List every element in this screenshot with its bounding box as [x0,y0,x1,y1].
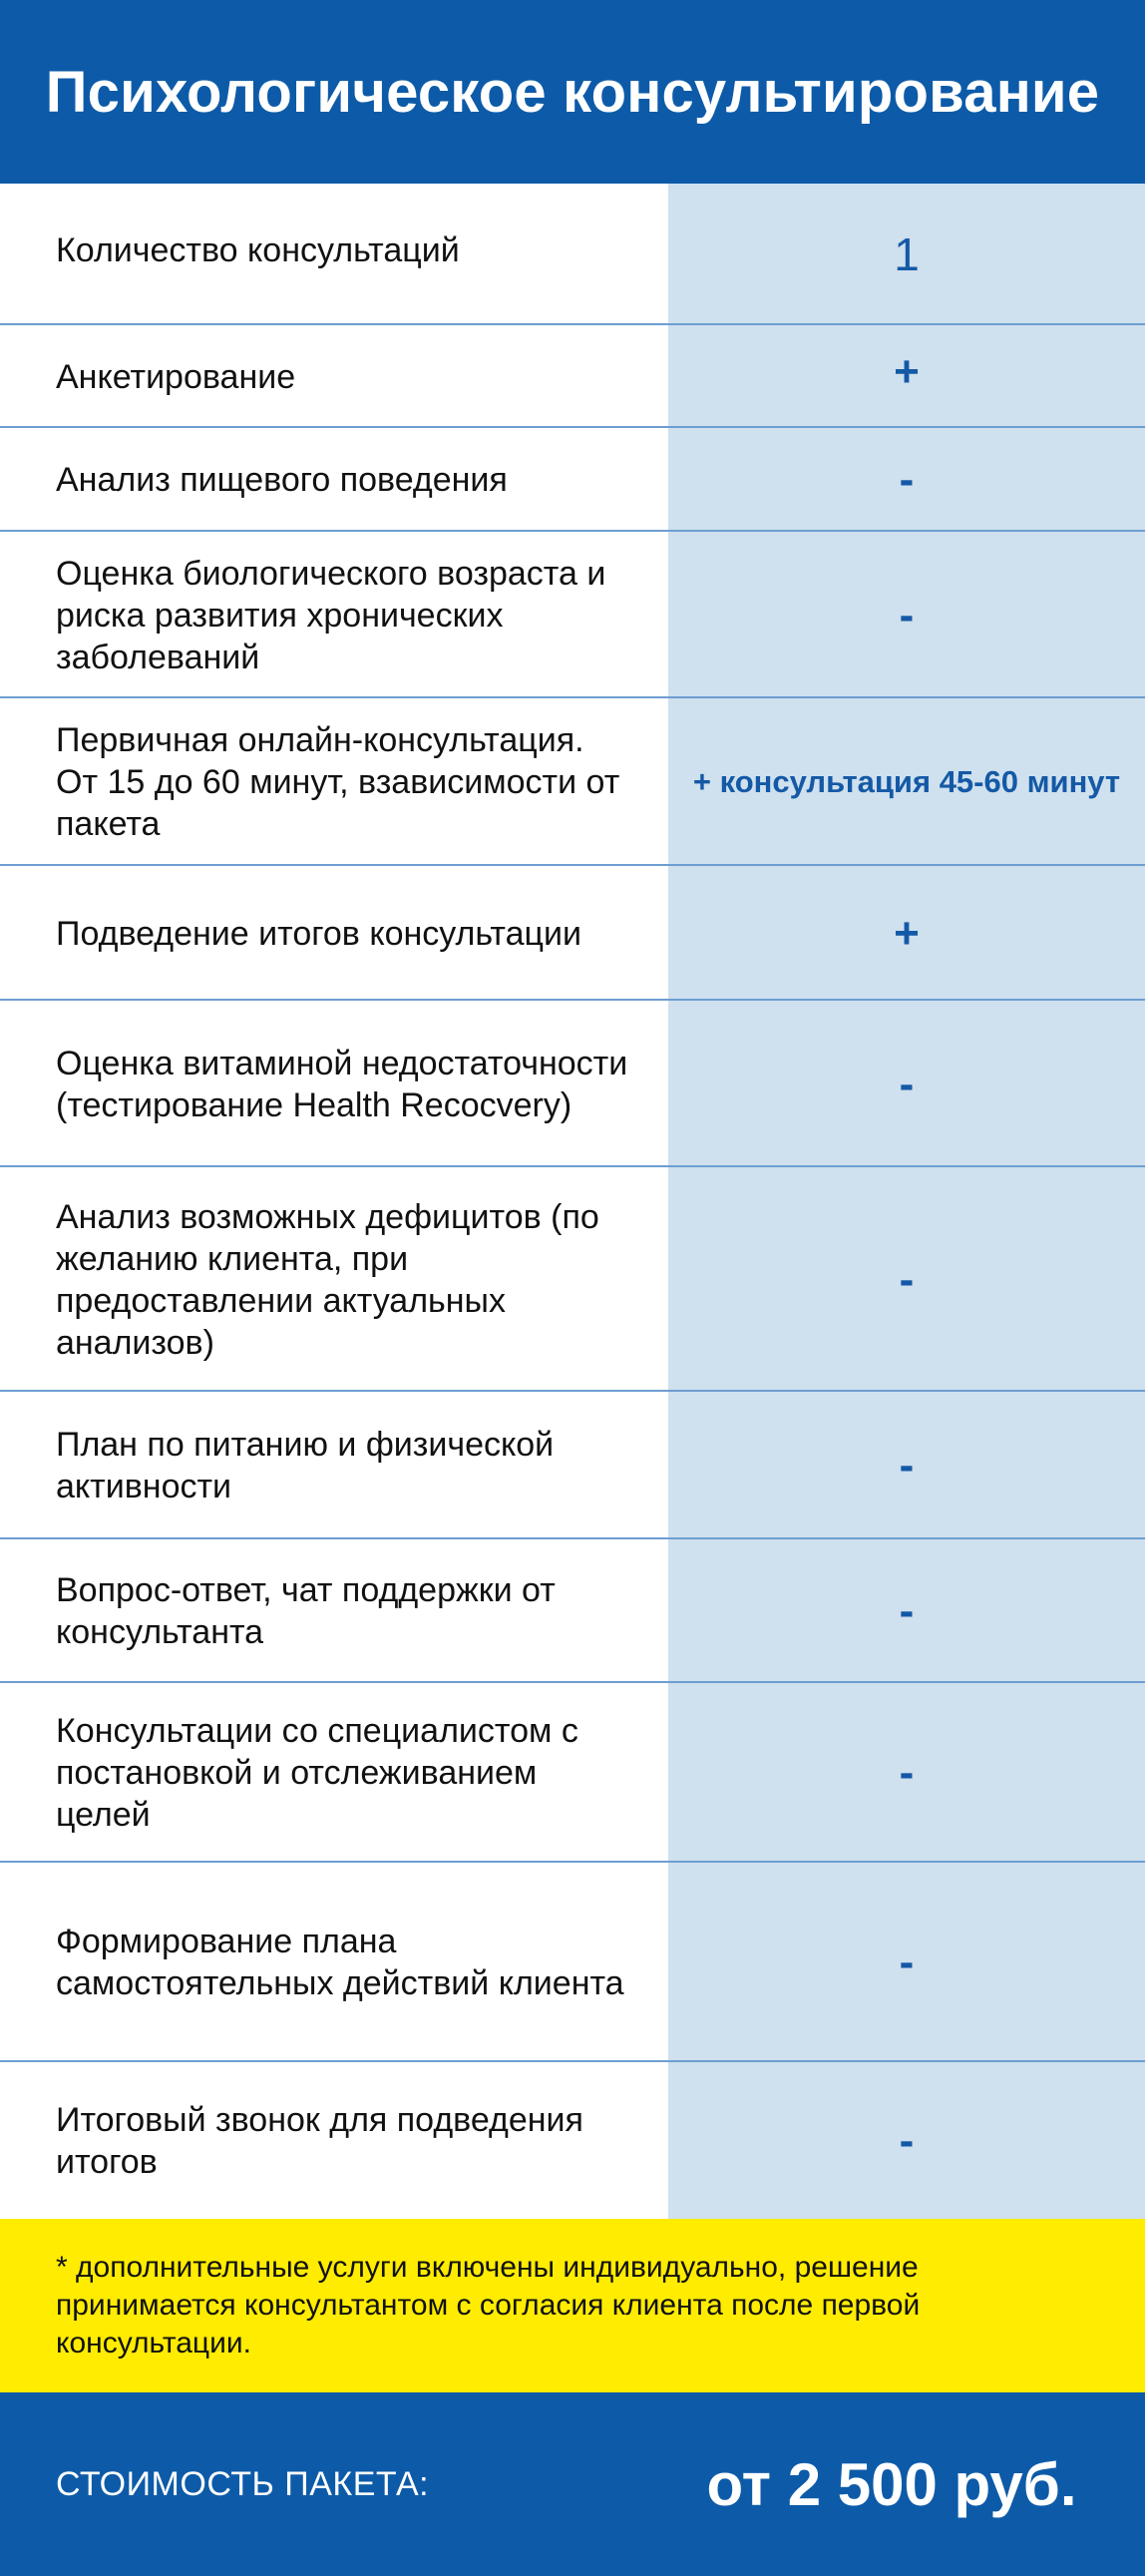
table-row [0,325,1145,428]
row-label: Количество консультаций [56,231,460,269]
row-value: - [668,1863,1145,2062]
price-label: СТОИМОСТЬ ПАКЕТА: [56,2464,430,2503]
features-table [0,184,1145,2219]
row-label: Оценка биологического возраста и риска развития хронических заболеваний [56,554,606,676]
row-label: Анализ возможных дефицитов (по желанию клиента, при предоставлении актуальных анализов) [56,1197,599,1362]
row-value: - [668,1683,1145,1863]
row-label: Оценка витаминой недостаточности (тестирование Health Recocvery) [56,1044,628,1124]
price-footer [0,2392,1145,2576]
row-value: - [668,1392,1145,1539]
row-value: + консультация 45-60 минут [668,698,1145,866]
row-value: - [668,1167,1145,1392]
table-row [0,1392,1145,1539]
table-row [0,866,1145,1001]
table-row [0,1863,1145,2062]
row-label: Анализ пищевого поведения [56,461,508,499]
row-value: + [668,325,1145,428]
header [0,0,1145,184]
row-label: Первичная онлайн-консультация. От 15 до 60 минут, взависимости от пакета [56,721,620,843]
row-value: - [668,1001,1145,1167]
table-row [0,2062,1145,2219]
row-value: - [668,428,1145,532]
table-row [0,698,1145,866]
row-label: Консультации со специалистом с постановкой и отслеживанием целей [56,1712,578,1834]
row-label: План по питанию и физической активности [56,1426,555,1505]
table-row [0,1683,1145,1863]
price-value: от 2 500 руб. [706,2450,1077,2518]
row-value: - [668,1539,1145,1683]
table-row [0,1001,1145,1167]
footnote: * дополнительные услуги включены индивидуально, решение принимается консультантом с согласия клиента после первой консультации. [0,2219,1145,2392]
row-value: 1 [668,184,1145,325]
table-row [0,1167,1145,1392]
page-title: Психологическое консультирование [45,59,1100,125]
table-row [0,428,1145,532]
table-row [0,532,1145,698]
row-label: Подведение итогов консультации [56,914,581,953]
row-value: - [668,532,1145,698]
row-label: Анкетирование [56,357,296,396]
table-row [0,1539,1145,1683]
row-label: Вопрос-ответ, чат поддержки от консультанта [56,1571,556,1651]
row-value: + [668,866,1145,1001]
row-label: Итоговый звонок для подведения итогов [56,2100,583,2181]
table-row [0,184,1145,325]
row-label: Формирование плана самостоятельных действий клиента [56,1923,624,2002]
row-value: - [668,2062,1145,2219]
